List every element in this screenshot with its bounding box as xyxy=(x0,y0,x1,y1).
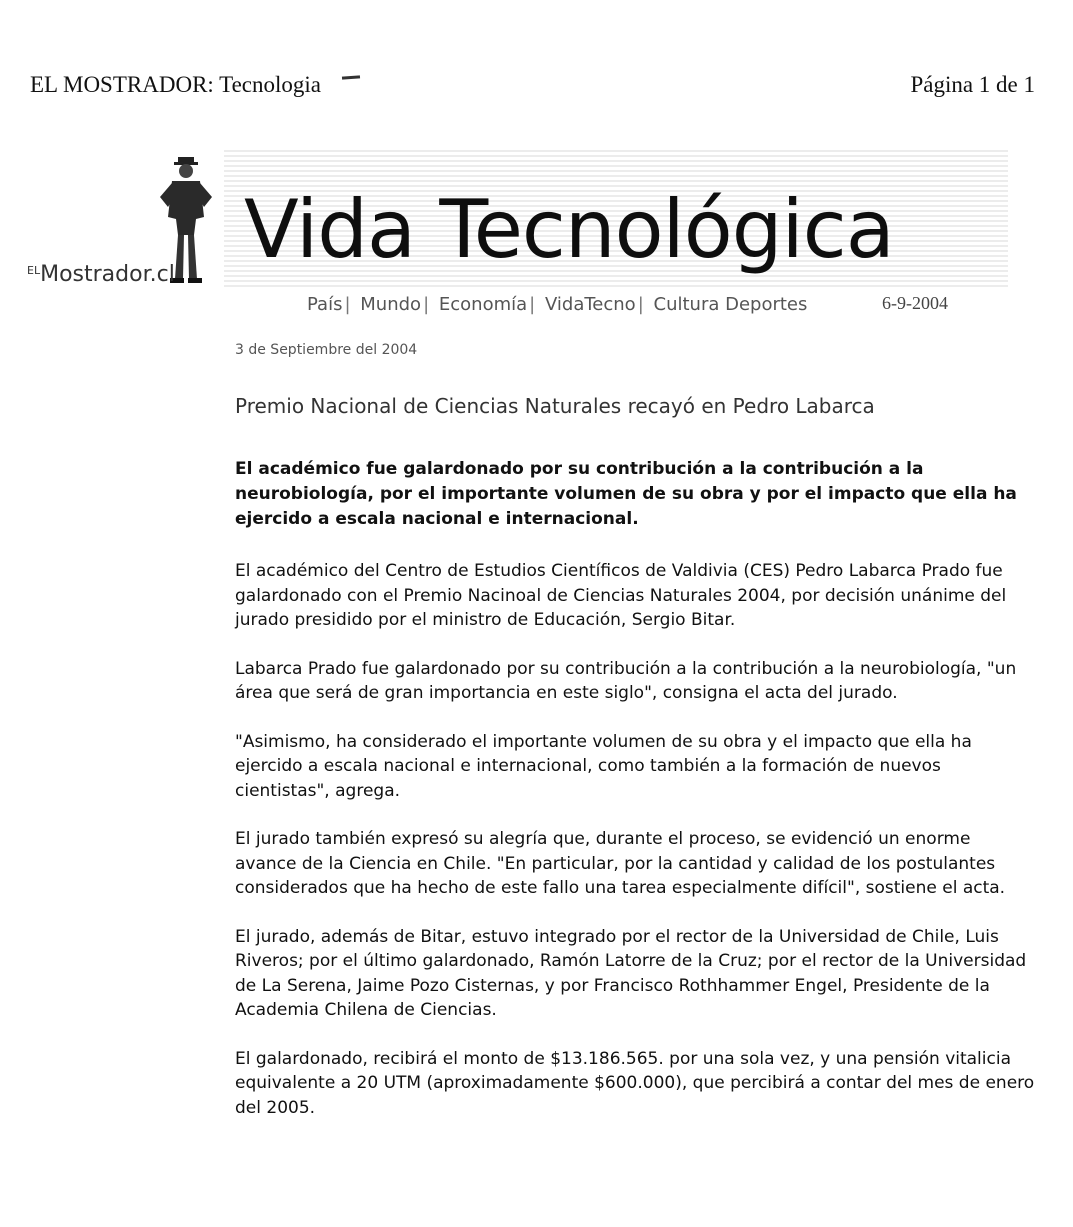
article-date: 3 de Septiembre del 2004 xyxy=(235,342,418,358)
logo-wordmark: Mostrador.cl xyxy=(40,262,175,287)
article-lead: El académico fue galardonado por su contribución a la contribución a la neurobiología, por el importante volumen de su obra y por el impacto que ella ha ejercido a escala nacional e internacional. xyxy=(235,459,1017,529)
article-headline: Premio Nacional de Ciencias Naturales recayó en Pedro Labarca xyxy=(235,394,875,418)
nav-item-vidatecno[interactable]: VidaTecno xyxy=(544,294,636,315)
print-header-page-number: Página 1 de 1 xyxy=(910,72,1035,97)
nav-item-cultura-deportes[interactable]: Cultura Deportes xyxy=(653,294,808,315)
section-nav xyxy=(307,294,807,315)
nav-item-economia[interactable]: Economía xyxy=(438,294,528,315)
section-banner-title: Vida Tecnológica xyxy=(244,183,894,276)
article-paragraph: El jurado también expresó su alegría que, durante el proceso, se evidenció un enorme avance de la Ciencia en Chile. "En particular, por la cantidad y calidad de los postulantes considerados que ha hecho de este fallo una tarea especialmente difícil", sostiene el acta. xyxy=(235,829,1006,898)
nav-item-pais[interactable]: País xyxy=(307,294,343,315)
nav-separator: | xyxy=(637,294,644,315)
nav-separator: | xyxy=(529,294,536,315)
nav-separator: | xyxy=(344,294,351,315)
nav-separator: | xyxy=(423,294,430,315)
article-body xyxy=(235,559,1035,1144)
print-header-title: EL MOSTRADOR: Tecnologia xyxy=(30,72,321,97)
article-paragraph: "Asimismo, ha considerado el importante volumen de su obra y el impacto que ella ha ejercido a escala nacional e internacional, como también a la formación de nuevos cientistas", agrega. xyxy=(235,731,972,801)
handwritten-date: 6-9-2004 xyxy=(882,293,948,313)
article-paragraph: El académico del Centro de Estudios Científicos de Valdivia (CES) Pedro Labarca Prado fue galardonado con el Premio Nacinoal de Ciencias Naturales 2004, por decisión unánime del jurado presidido por el ministro de Educación, Sergio Bitar. xyxy=(235,561,1007,630)
logo-prefix: EL xyxy=(27,264,41,277)
nav-item-mundo[interactable]: Mundo xyxy=(360,294,422,315)
article-paragraph: Labarca Prado fue galardonado por su contribución a la contribución a la neurobiología, "un área que será de gran importancia en este siglo", consigna el acta del jurado. xyxy=(235,658,1017,703)
site-logo[interactable] xyxy=(27,262,175,287)
article-paragraph: El jurado, además de Bitar, estuvo integrado por el rector de la Universidad de Chile, Luis Riveros; por el último galardonado, Ramón Latorre de la Cruz; por el rector de la Universidad de La Serena, Jaime Pozo Cisternas, y por Francisco Rothhammer Engel, Presidente de la Academia Chilena de Ciencias. xyxy=(235,926,1027,1020)
scan-mark xyxy=(342,75,360,79)
article-paragraph: El galardonado, recibirá el monto de $13.186.565. por una sola vez, y una pensión vitalicia equivalente a 20 UTM (aproximadamente $600.000), que percibirá a contar del mes de enero del 2005. xyxy=(235,1048,1035,1118)
